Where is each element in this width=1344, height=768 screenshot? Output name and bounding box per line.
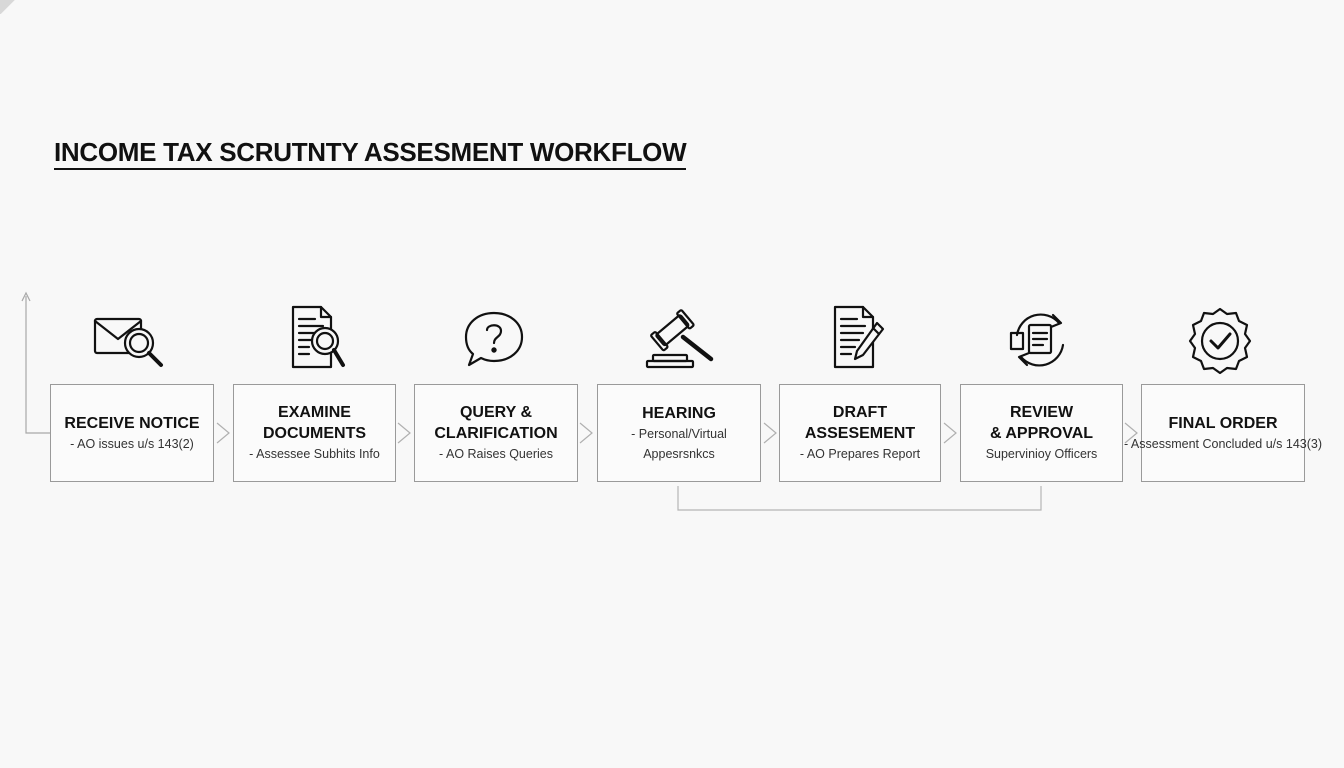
step-title: QUERY & CLARIFICATION: [434, 404, 558, 442]
step-final-order: [1123, 384, 1323, 482]
chevron-1: [217, 423, 229, 443]
step-title: HEARING: [642, 404, 716, 422]
question-bubble-icon: [449, 305, 539, 375]
step-subtitle: - AO issues u/s 143(2): [70, 436, 194, 451]
corner-decoration: [0, 0, 22, 14]
step-subtitle: - AO Prepares Report: [799, 447, 921, 461]
review-cycle-icon: [995, 305, 1085, 375]
step-title: RECEIVE NOTICE: [64, 414, 200, 432]
step-examine-documents: [233, 384, 396, 482]
step-query-clarification: [414, 384, 578, 482]
step-subtitle: - Personal/Virtual Appesrsnkcs: [631, 426, 727, 461]
step-receive-notice: [50, 384, 214, 482]
chevron-3: [580, 423, 592, 443]
review-loop-bracket: [678, 486, 1041, 510]
step-subtitle: - Assessment Concluded u/s 143(3): [1123, 436, 1323, 451]
step-subtitle: Supervinioy Officers: [985, 447, 1098, 461]
chevron-2: [398, 423, 410, 443]
step-hearing: [597, 384, 761, 482]
step-subtitle: - AO Raises Queries: [439, 447, 553, 461]
gavel-icon: [633, 305, 723, 375]
approval-seal-icon: [1175, 305, 1265, 375]
diagram-title: INCOME TAX SCRUTNTY ASSESMENT WORKFLOW: [54, 137, 686, 170]
step-title: FINAL ORDER: [1168, 414, 1278, 432]
document-pen-icon: [813, 303, 903, 373]
step-title: EXAMINE DOCUMENTS: [262, 404, 367, 442]
chevron-4: [764, 423, 776, 443]
step-subtitle: - Assessee Subhits Info: [249, 447, 380, 461]
envelope-magnifier-icon: [86, 305, 176, 375]
chevron-5: [944, 423, 956, 443]
step-title: REVIEW & APPROVAL: [989, 404, 1094, 442]
step-title: DRAFT ASSESEMENT: [804, 404, 916, 442]
document-magnifier-icon: [269, 303, 359, 373]
step-draft-assessment: [779, 384, 941, 482]
step-review-approval: [960, 384, 1123, 482]
feedback-arrow: [22, 293, 50, 433]
